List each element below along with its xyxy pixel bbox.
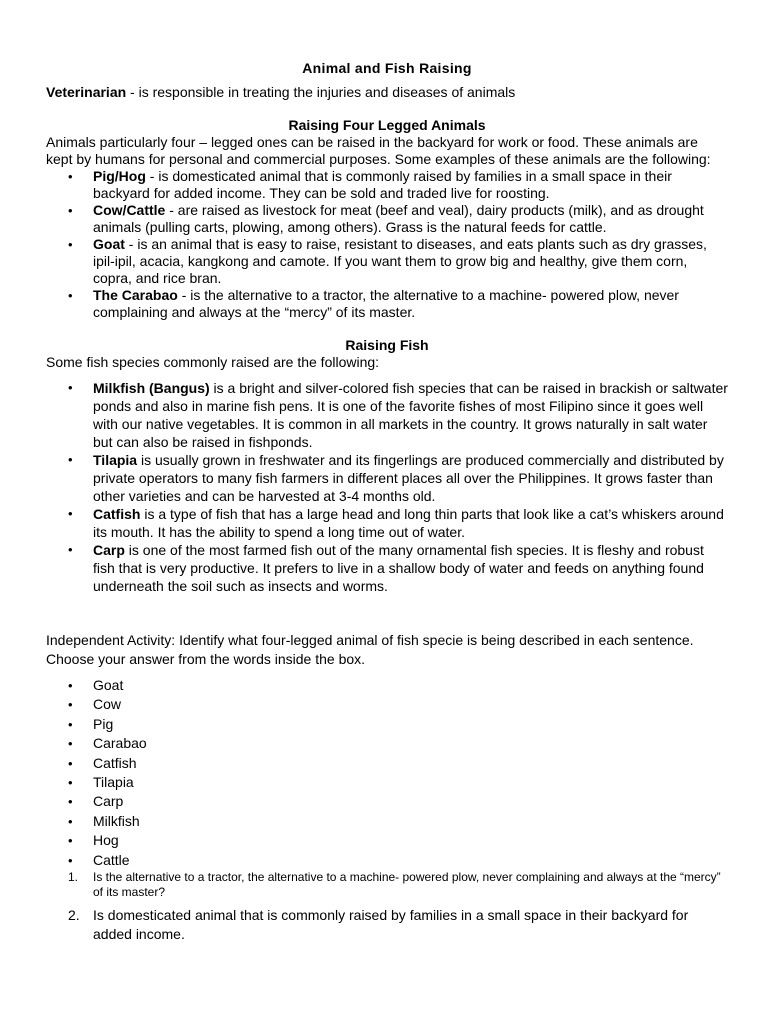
item-text: is one of the most farmed fish out of the many ornamental fish species. It is fleshy and robust fish that is very productive. It prefers to live in a shallow body of water and feeds on anything found underneath the soil such as insects and worms. [93,542,704,594]
question-text: Is the alternative to a tractor, the alternative to a machine- powered plow, never complaining and always at the “mercy” of its master? [93,870,721,900]
question-item [68,870,728,900]
answer-choices [46,676,728,870]
item-term: The Carabao [93,287,178,303]
choice-item: • Cattle [68,851,728,870]
item-text: - is an animal that is easy to raise, resistant to diseases, and eats plants such as dry grasses, ipil-ipil, acacia, kangkong and camote. If you want them to grow big and healthy, give them corn, copra, and rice bran. [93,236,707,286]
item-term: Goat [93,236,125,252]
veterinarian-text: - is responsible in treating the injuries and diseases of animals [126,84,516,100]
list-item-catfish [68,505,728,541]
item-text: is usually grown in freshwater and its fingerlings are produced commercially and distributed by private operators to many fish farmers in different places all over the Philippines. It grows faster than other varieties and can be harvested at 3-4 months old. [93,452,724,504]
list-item-milkfish [68,379,728,451]
item-text: is a bright and silver-colored fish species that can be raised in brackish or saltwater ponds and also in marine fish pens. It is one of the favorite fishes of most Filipino since it goes well with our native vegetables. It is common in all markets in the country. It grows naturally in salt water but can also be raised in fishponds. [93,380,728,450]
activity-instructions: Independent Activity: Identify what four-legged animal of fish specie is being described in each sentence. Choose your answer from the words inside the box. [46,632,694,667]
choice-item: • Goat [68,676,728,695]
choice-item: • Catfish [68,754,728,773]
four-legged-list [46,168,728,321]
item-term: Tilapia [93,452,138,468]
choice-item: • Carp [68,792,728,811]
choice-item: • Carabao [68,734,728,753]
veterinarian-term: Veterinarian [46,84,127,100]
list-item-cow-cattle [68,202,728,236]
question-number: 1. [68,870,79,885]
item-term: Catfish [93,506,141,522]
choice-item: • Pig [68,715,728,734]
list-item-goat [68,236,728,287]
item-term: Milkfish (Bangus) [93,380,210,396]
fish-list [46,379,728,595]
choice-item: • Milkfish [68,812,728,831]
item-term: Carp [93,542,125,558]
question-item [68,906,728,944]
item-text: - is the alternative to a tractor, the alternative to a machine- powered plow, never complaining and always at the “mercy” of its master. [93,287,679,320]
item-text: is a type of fish that has a large head and long thin parts that look like a cat’s whiskers around its mouth. It has the ability to spend a long time out of water. [93,506,724,540]
list-item-pig-hog [68,168,728,202]
choice-item: • Tilapia [68,773,728,792]
item-term: Pig/Hog [93,168,146,184]
list-item-tilapia [68,451,728,505]
veterinarian-definition [46,84,728,101]
document-title: Animal and Fish Raising [302,60,472,76]
fish-intro: Some fish species commonly raised are the following: [46,354,380,370]
four-legged-heading: Raising Four Legged Animals [288,117,486,133]
item-term: Cow/Cattle [93,202,166,218]
question-number: 2. [68,907,80,924]
question-list [46,870,728,944]
fish-heading: Raising Fish [345,337,429,353]
four-legged-intro: Animals particularly four – legged ones can be raised in the backyard for work or food. These animals are kept by humans for personal and commercial purposes. Some examples of these animals are the following: [46,134,711,167]
item-text: - is domesticated animal that is commonly raised by families in a small space in their backyard for added income. They can be sold and traded live for roosting. [93,168,672,201]
list-item-carp [68,541,728,595]
item-text: - are raised as livestock for meat (beef and veal), dairy products (milk), and as drought animals (pulling carts, plowing, among others). Grass is the natural feeds for cattle. [93,202,704,235]
question-text: Is domesticated animal that is commonly raised by families in a small space in their backyard for added income. [93,907,689,943]
choice-item: • Cow [68,695,728,714]
list-item-carabao [68,287,728,321]
choice-item: • Hog [68,831,728,850]
